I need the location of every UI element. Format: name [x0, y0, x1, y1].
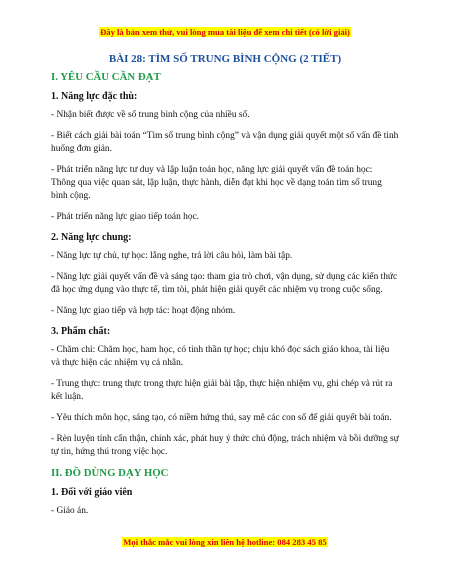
paragraph: - Năng lực giao tiếp và hợp tác: hoạt động nhóm. [51, 306, 236, 316]
paragraph: - Trung thực: trung thực trong thực hiện giải bài tập, thực hiện nhiệm vụ, ghi chép và rút ra kết luận. [51, 379, 393, 402]
paragraph: - Nhận biết được về số trung bình cộng của nhiều số. [51, 110, 250, 120]
subsection-heading: 1. Năng lực đặc thù: [51, 91, 138, 102]
paragraph: - Rèn luyện tính cẩn thận, chính xác, phát huy ý thức chủ động, trách nhiệm và bồi dưỡng sự tự tin, hứng thú trong việc học. [51, 434, 399, 457]
document-body [51, 53, 399, 526]
preview-notice-banner [0, 27, 450, 37]
paragraph: - Chăm chỉ: Chăm học, ham học, có tinh thần tự học; chịu khó đọc sách giáo khoa, tài liệu và thực hiện các nhiệm vụ cá nhân. [51, 345, 390, 368]
hotline-banner [0, 537, 450, 547]
subsection-heading: 3. Phẩm chất: [51, 326, 111, 337]
paragraph: - Giáo án. [51, 506, 89, 516]
subsection-heading: 1. Đối với giáo viên [51, 487, 133, 498]
lesson-title: BÀI 28: TÌM SỐ TRUNG BÌNH CỘNG (2 TIẾT) [108, 53, 342, 65]
preview-notice-text: Đây là bản xem thử, vui lòng mua tài liệu để xem chi tiết (có lời giải) [100, 27, 350, 37]
section-requirements [51, 71, 399, 459]
paragraph: - Yêu thích môn học, sáng tạo, có niềm hứng thú, say mê các con số để giải quyết bài toán. [51, 413, 392, 423]
paragraph: - Phát triển năng lực tư duy và lập luận toán học, năng lực giải quyết vấn đề toán học: Thông qua việc quan sát, lập luận, thực hành, diễn đạt khi học về dạng toán tìm số trung bình cộng. [51, 165, 382, 201]
paragraph: - Năng lực tự chủ, tự học: lắng nghe, trả lời câu hỏi, làm bài tập. [51, 251, 293, 261]
section-heading: I. YÊU CẦU CẦN ĐẠT [51, 71, 161, 83]
paragraph: - Biết cách giải bài toán “Tìm số trung bình cộng” và vận dụng giải quyết một số vấn đề tình huống đơn giản. [51, 131, 399, 154]
paragraph: - Năng lực giải quyết vấn đề và sáng tạo: tham gia trò chơi, vận dụng, sử dụng các kiến thức đã học ứng dụng vào thực tế, tìm tòi, phát hiện giải quyết các nhiệm vụ trong cuộc sống. [51, 272, 398, 295]
paragraph: - Phát triển năng lực giao tiếp toán học. [51, 212, 200, 222]
subsection-heading: 2. Năng lực chung: [51, 232, 132, 243]
hotline-text: Mọi thắc mắc vui lòng xin liên hệ hotline: 084 283 45 85 [123, 537, 327, 547]
section-teaching-materials [51, 467, 399, 518]
section-heading: II. ĐỒ DÙNG DẠY HỌC [51, 467, 169, 479]
